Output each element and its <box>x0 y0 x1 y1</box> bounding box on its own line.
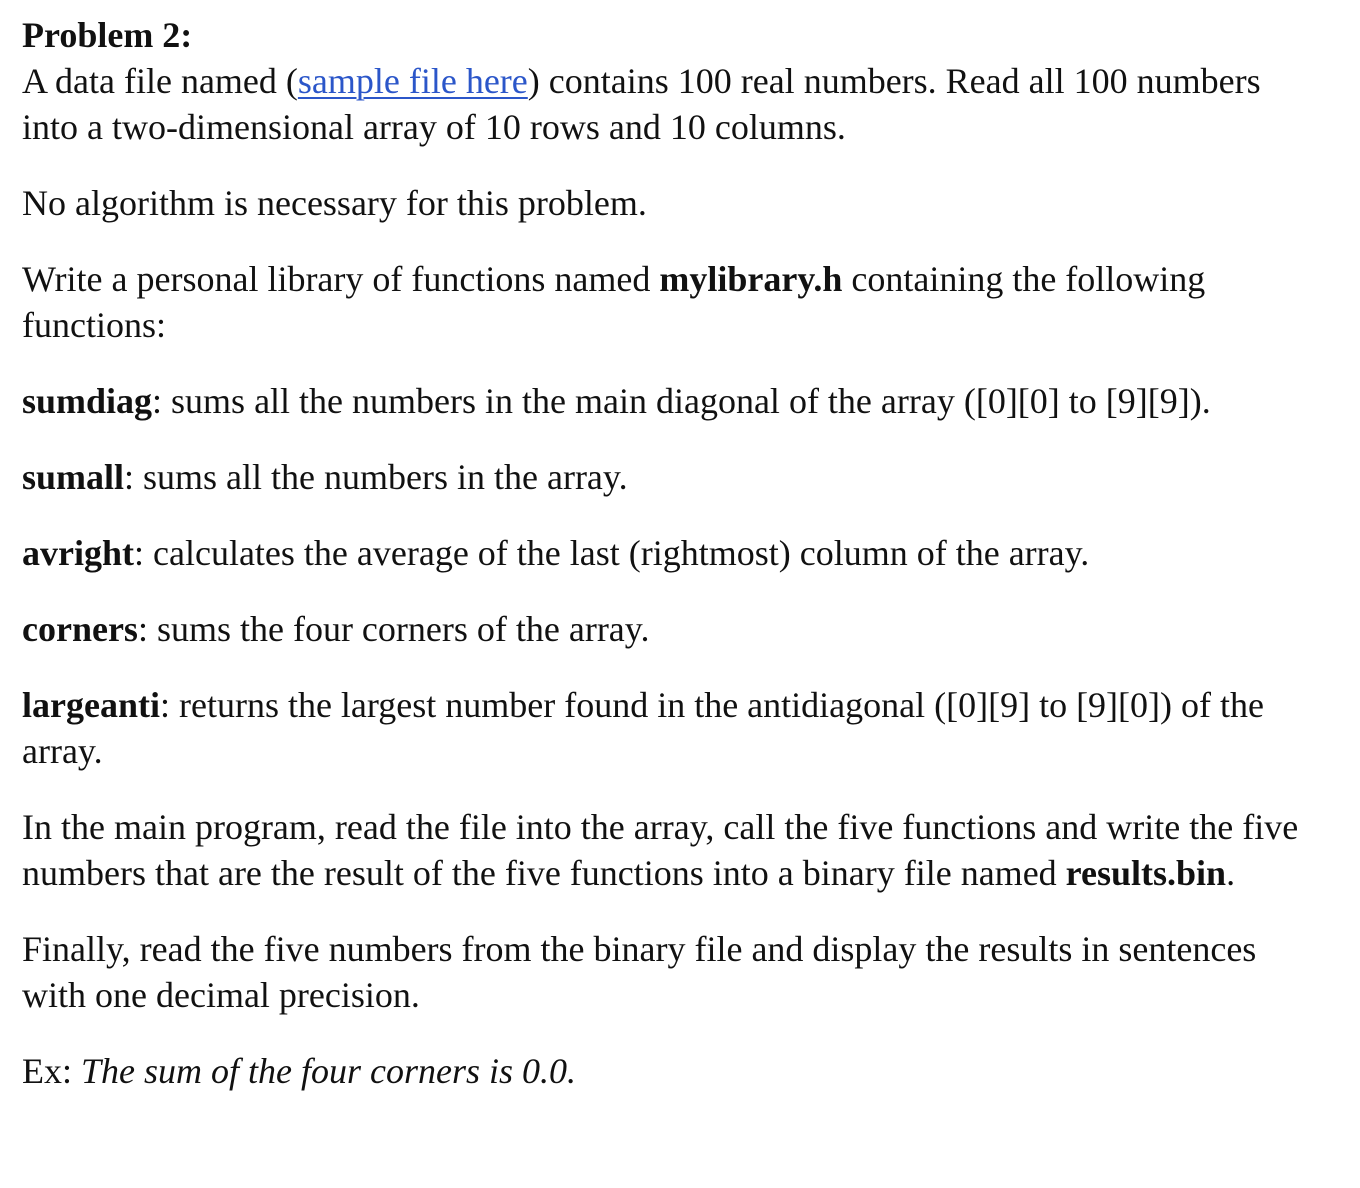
example-paragraph <box>22 1048 1320 1094</box>
library-text-before: Write a personal library of functions named <box>22 259 660 299</box>
main-program-text-after: . <box>1226 853 1236 893</box>
intro-text-after-link: ) contains 100 real numbers. Read all 100 numbers into a two-dimensional array of 10 rows and 10 columns. <box>22 61 1261 147</box>
function-name: corners <box>22 609 138 649</box>
sample-file-link[interactable]: sample file here <box>297 61 528 101</box>
function-item-avright <box>22 530 1320 576</box>
library-name: mylibrary.h <box>659 259 843 299</box>
example-text: The sum of the four corners is 0.0. <box>81 1051 576 1091</box>
main-program-paragraph <box>22 804 1320 896</box>
function-name: sumall <box>22 457 125 497</box>
function-description: : sums all the numbers in the main diagonal of the array ([0][0] to [9][9]). <box>152 381 1211 421</box>
function-name: largeanti <box>22 685 160 725</box>
finally-paragraph: Finally, read the five numbers from the binary file and display the results in sentences with one decimal precision. <box>22 929 1257 1015</box>
function-name: avright <box>22 533 134 573</box>
function-description: : sums all the numbers in the array. <box>124 457 628 497</box>
function-description: : calculates the average of the last (rightmost) column of the array. <box>134 533 1090 573</box>
function-description: : sums the four corners of the array. <box>137 609 650 649</box>
results-filename: results.bin <box>1065 853 1227 893</box>
function-description: : returns the largest number found in the antidiagonal ([0][9] to [9][0]) of the array. <box>22 685 1264 771</box>
function-name: sumdiag <box>22 381 153 421</box>
problem-title: Problem 2: <box>22 15 193 55</box>
intro-paragraph <box>22 58 1320 150</box>
function-item-largeanti <box>22 682 1320 774</box>
no-algorithm-paragraph: No algorithm is necessary for this problem. <box>22 183 647 223</box>
main-program-text-before: In the main program, read the file into the array, call the five functions and write the five numbers that are the result of the five functions into a binary file named <box>22 807 1299 893</box>
library-text-after: containing the following functions: <box>22 259 1206 345</box>
function-item-corners <box>22 606 1320 652</box>
function-item-sumall <box>22 454 1320 500</box>
example-label: Ex: <box>22 1051 81 1091</box>
intro-text-before-link: A data file named ( <box>22 61 298 101</box>
function-item-sumdiag <box>22 378 1320 424</box>
library-paragraph <box>22 256 1320 348</box>
